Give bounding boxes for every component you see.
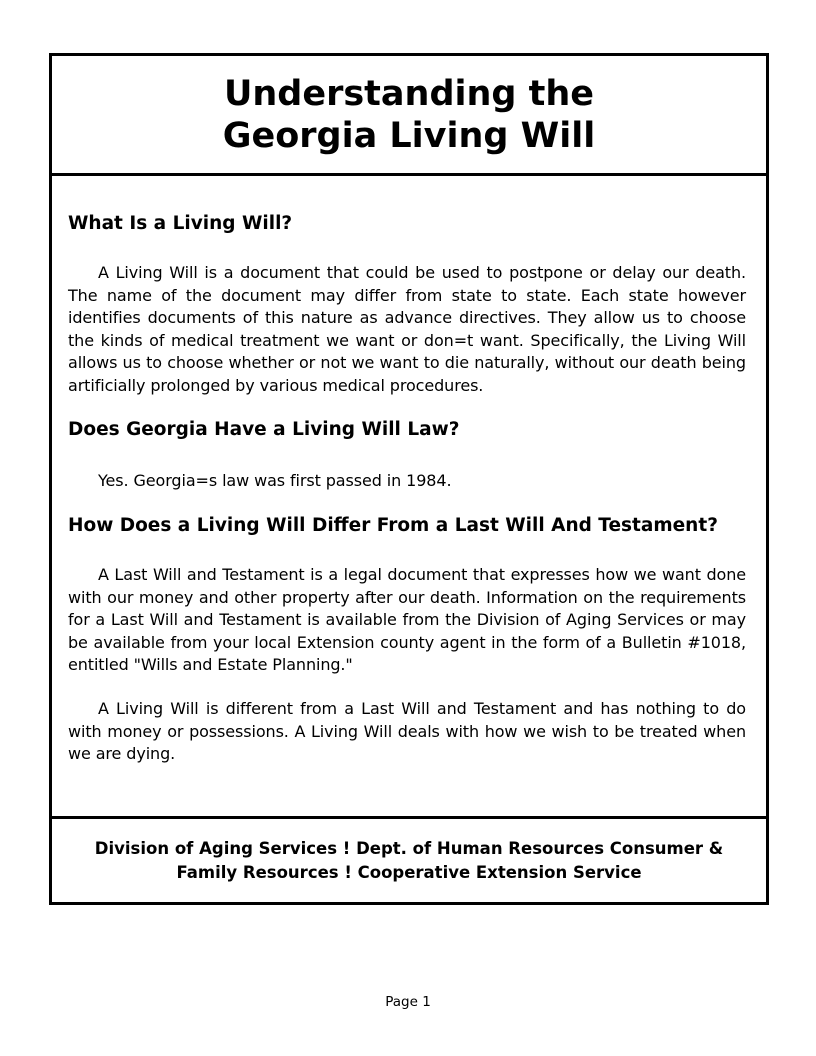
section-heading-what-is: What Is a Living Will?: [68, 213, 293, 234]
section-heading-georgia-law: Does Georgia Have a Living Will Law?: [68, 419, 460, 440]
paragraph-living-will-difference: A Living Will is different from a Last Will and Testament and has nothing to do with money or possessions. A Living Will deals with how we wish to be treated when we are dying.: [68, 699, 746, 763]
section-heading-differ: How Does a Living Will Differ From a Last Will And Testament?: [68, 515, 718, 536]
document-frame: [49, 53, 769, 905]
footer-line-2: Family Resources ! Cooperative Extension Service: [176, 862, 642, 882]
title-box: [52, 56, 766, 176]
paragraph-last-will: A Last Will and Testament is a legal document that expresses how we want done with our money and other property after our death. Information on the requirements for a Last Will and Testament is available from the Division of Aging Services or may be available from your local Extension county agent in the form of a Bulletin #1018, entitled "Wills and Estate Planning.": [68, 565, 746, 674]
page-number: Page 1: [385, 994, 431, 1010]
footer-line-1: Division of Aging Services ! Dept. of Human Resources Consumer &: [94, 838, 724, 858]
footer-box: [52, 816, 766, 902]
document-title-line-2: Georgia Living Will: [222, 115, 596, 156]
document-title-line-1: Understanding the: [223, 73, 595, 114]
paragraph-georgia-law: Yes. Georgia=s law was first passed in 1984.: [98, 471, 452, 490]
paragraph-what-is: A Living Will is a document that could be used to postpone or delay our death. The name of the document may differ from state to state. Each state however identifies documents of this nature as advance directives. They allow us to choose the kinds of medical treatment we want or don=t want. Specifically, the Living Will allows us to choose whether or not we want to die naturally, without our death being artificially prolonged by various medical procedures.: [68, 263, 746, 395]
